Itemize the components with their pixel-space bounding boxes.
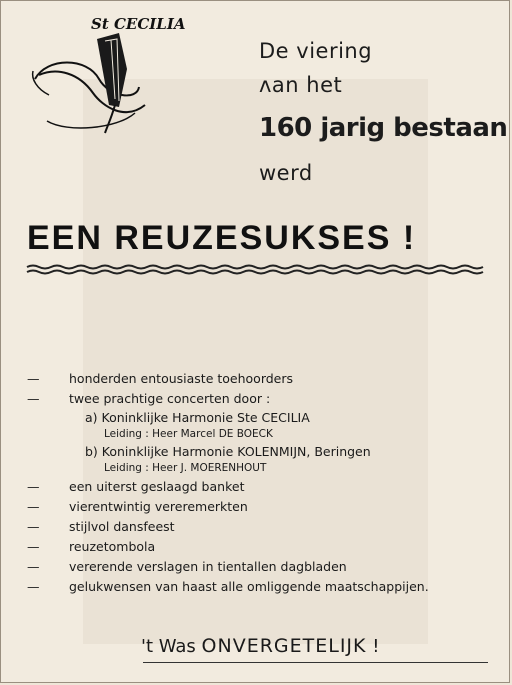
dash-mark: — bbox=[27, 579, 40, 594]
wave-divider bbox=[27, 263, 483, 277]
header-line-1: De viering bbox=[259, 39, 373, 63]
list-item-text: vierentwintig vereremerkten bbox=[69, 499, 248, 514]
dash-mark: — bbox=[27, 539, 40, 554]
closing-emphasis: ONVERGETELIJK bbox=[201, 635, 367, 657]
list-item bbox=[27, 577, 497, 597]
list-item-text: gelukwensen van haast alle omliggende maatschappijen. bbox=[69, 579, 429, 594]
list-item bbox=[27, 477, 497, 497]
header-line-3: 160 jarig bestaan bbox=[259, 113, 508, 143]
list-item bbox=[27, 537, 497, 557]
list-item bbox=[27, 369, 497, 389]
list-item-text: reuzetombola bbox=[69, 539, 156, 554]
closing-prefix: 't Was bbox=[141, 636, 196, 657]
concert-a: a) Koninklijke Harmonie Ste CECILIA bbox=[85, 410, 310, 425]
header-line-2: ʌan het bbox=[259, 73, 343, 97]
header-line-4: werd bbox=[259, 161, 313, 185]
logo-text: St CECILIA bbox=[91, 15, 186, 33]
list-item bbox=[27, 497, 497, 517]
main-headline: EEN REUZESUKSES ! bbox=[27, 219, 417, 257]
list-item-text: een uiterst geslaagd banket bbox=[69, 479, 245, 494]
dash-mark: — bbox=[27, 499, 40, 514]
list-item bbox=[27, 389, 497, 409]
closing-line bbox=[141, 635, 486, 657]
list-item-text: stijlvol dansfeest bbox=[69, 519, 175, 534]
harp-logo-icon bbox=[27, 9, 186, 137]
list-item-text: vererende verslagen in tientallen dagbladen bbox=[69, 559, 347, 574]
closing-suffix: ! bbox=[372, 636, 380, 657]
concert-b-leader: Leiding : Heer J. MOERENHOUT bbox=[104, 462, 267, 474]
list-item-text: twee prachtige concerten door : bbox=[69, 391, 271, 406]
concert-b: b) Koninklijke Harmonie KOLENMIJN, Beringen bbox=[85, 444, 371, 459]
achievements-list bbox=[27, 369, 497, 597]
list-item-text: honderden entousiaste toehoorders bbox=[69, 371, 294, 386]
list-item bbox=[27, 517, 497, 537]
dash-mark: — bbox=[27, 371, 40, 386]
dash-mark: — bbox=[27, 519, 40, 534]
concert-a-leader: Leiding : Heer Marcel DE BOECK bbox=[104, 428, 273, 440]
dash-mark: — bbox=[27, 559, 40, 574]
closing-underline bbox=[143, 662, 488, 663]
dash-mark: — bbox=[27, 391, 40, 406]
list-item bbox=[27, 557, 497, 577]
dash-mark: — bbox=[27, 479, 40, 494]
